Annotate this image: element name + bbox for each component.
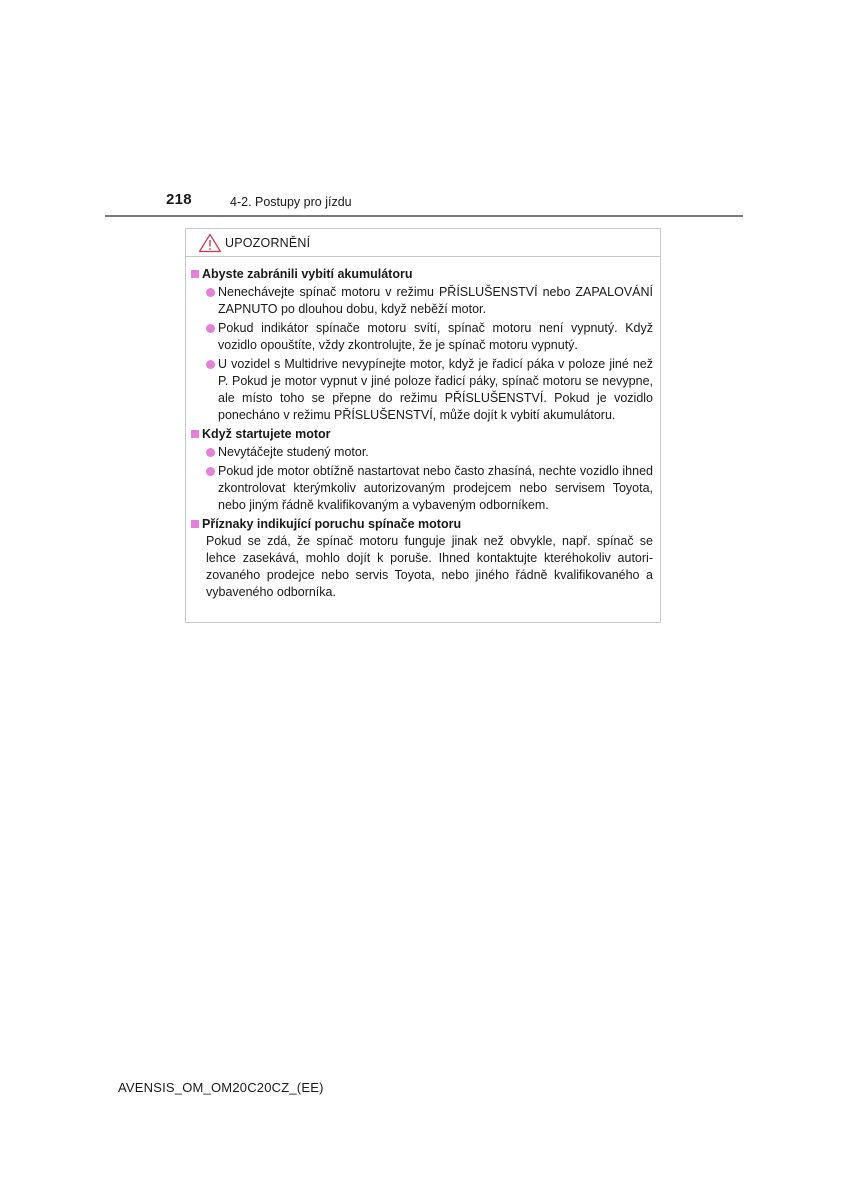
caution-body xyxy=(186,257,660,601)
dot-bullet-icon xyxy=(206,448,215,457)
topic-heading-text: Když startujete motor xyxy=(202,427,331,441)
topic-heading xyxy=(191,266,653,283)
list-item-text: Nenechávejte spínač motoru v režimu PŘÍSLUŠENSTVÍ nebo ZAPALOVÁNÍ ZAPNUTO po dlouhou dobu, když neběží motor. xyxy=(218,285,653,316)
topic-items xyxy=(191,284,653,424)
topic-paragraph: Pokud se zdá, že spínač motoru funguje jinak než obvykle, např. spínač se lehce zasekává, mohlo dojít k poruše. Ihned kontaktujte kteréhokoliv autorizovaného prodejce nebo servis Toyota, nebo jiného řádně kvalifikovaného a vybaveného odborníka. xyxy=(206,534,653,599)
list-item xyxy=(191,463,653,514)
list-item-text: U vozidel s Multidrive nevypínejte motor, když je řadicí páka v poloze jiné než P. Pokud je motor vypnut v jiné poloze řadicí páky, spínač motoru se nevypne, ale místo toho se přepne do režimu PŘÍSLUŠENSTVÍ. Pokud je vozidlo ponecháno v režimu PŘÍSLUŠENSTVÍ, může dojít k vybití akumulátoru. xyxy=(218,357,653,422)
dot-bullet-icon xyxy=(206,467,215,476)
dot-bullet-icon xyxy=(206,360,215,369)
topic-heading-text: Příznaky indikující poruchu spínače motoru xyxy=(202,517,462,531)
list-item-text: Pokud jde motor obtížně nastartovat nebo často zhasíná, nechte vozidlo ihned zkontrolovat kterýmkoliv autorizovaným prodejcem nebo servisem Toyota, nebo jiným řádně kvalifikovaným a vybaveným odborníkem. xyxy=(218,464,653,512)
dot-bullet-icon xyxy=(206,324,215,333)
list-item xyxy=(191,320,653,354)
caution-topic xyxy=(191,516,653,601)
list-item-text: Pokud indikátor spínače motoru svítí, spínač motoru není vypnutý. Když vozidlo opouštíte, vždy zkontrolujte, že je spínač motoru vypnutý. xyxy=(218,321,653,352)
caution-topic xyxy=(191,266,653,424)
list-item xyxy=(191,444,653,461)
topic-heading xyxy=(191,426,653,443)
square-bullet-icon xyxy=(191,270,199,278)
warning-triangle-icon xyxy=(198,233,222,253)
caution-header xyxy=(186,229,660,257)
square-bullet-icon xyxy=(191,430,199,438)
list-item xyxy=(191,284,653,318)
page-number: 218 xyxy=(166,191,192,208)
document-code: AVENSIS_OM_OM20C20CZ_(EE) xyxy=(118,1080,324,1095)
square-bullet-icon xyxy=(191,520,199,528)
caution-box xyxy=(185,228,661,623)
section-title: 4-2. Postupy pro jízdu xyxy=(230,195,352,209)
topic-heading xyxy=(191,516,653,533)
topic-items xyxy=(191,444,653,514)
dot-bullet-icon xyxy=(206,288,215,297)
caution-title: UPOZORNĚNÍ xyxy=(225,235,311,250)
topic-heading-text: Abyste zabránili vybití akumulátoru xyxy=(202,267,413,281)
caution-topic xyxy=(191,426,653,514)
list-item-text: Nevytáčejte studený motor. xyxy=(218,445,369,459)
header-rule xyxy=(105,215,743,217)
list-item xyxy=(191,356,653,424)
